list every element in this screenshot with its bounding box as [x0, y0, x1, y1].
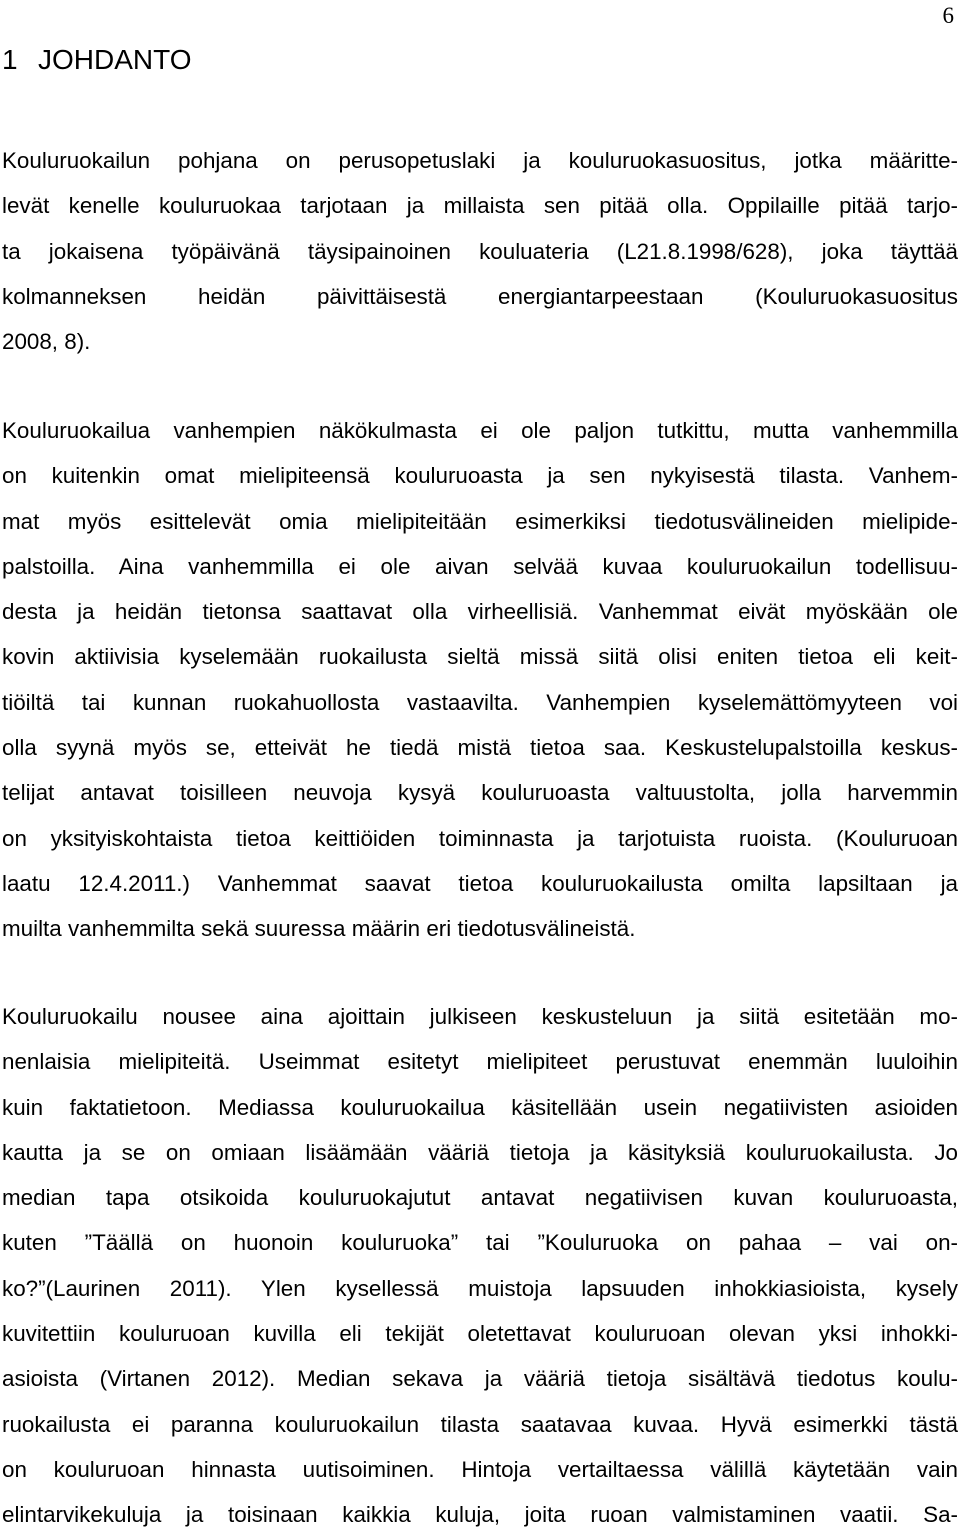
paragraph-2	[2, 408, 958, 952]
paragraph-1	[2, 138, 958, 364]
chapter-title: JOHDANTO	[38, 44, 192, 75]
text-line: Kouluruokailun pohjana on perusopetuslaki ja kouluruokasuositus, jotka määritte-	[2, 148, 958, 173]
text-line: on yksityiskohtaista tietoa keittiöiden toiminnasta ja tarjotuista ruoista. (Kouluruoan	[2, 825, 958, 851]
text-line: levät kenelle kouluruokaa tarjotaan ja millaista sen pitää olla. Oppilaille pitää tarjo-	[2, 193, 958, 219]
text-line: olla syynä myös se, etteivät he tiedä mistä tietoa saa. Keskustelupalstoilla keskus-	[2, 735, 958, 761]
text-line: kautta ja se on omiaan lisäämään vääriä tietoja ja käsityksiä kouluruokailusta. Jo	[2, 1139, 958, 1165]
text-line: 2008, 8).	[2, 329, 91, 355]
text-line: kolmanneksen heidän päivittäisestä energiantarpeestaan (Kouluruokasuositus	[2, 283, 958, 309]
text-line: Kouluruokailu nousee aina ajoittain julkiseen keskusteluun ja siitä esitetään mo-	[2, 1004, 958, 1029]
text-line: kuin faktatietoon. Mediassa kouluruokailua käsitellään usein negatiivisten asioiden	[2, 1094, 958, 1120]
text-line: on kouluruoan hinnasta uutisoiminen. Hintoja vertailtaessa välillä käytetään vain	[2, 1456, 958, 1482]
text-line: laatu 12.4.2011.) Vanhemmat saavat tietoa kouluruokailusta omilta lapsiltaan ja	[2, 870, 958, 896]
text-line: desta ja heidän tietonsa saattavat olla virheellisiä. Vanhemmat eivät myöskään ole	[2, 599, 958, 625]
text-line: median tapa otsikoida kouluruokajutut antavat negatiivisen kuvan kouluruoasta,	[2, 1185, 958, 1211]
text-line: kuvitettiin kouluruoan kuvilla eli tekijät oletettavat kouluruoan olevan yksi inhokki-	[2, 1321, 958, 1347]
chapter-number: 1	[2, 44, 18, 75]
page-number: 6	[942, 3, 954, 28]
text-line: muilta vanhemmilta sekä suuressa määrin eri tiedotusvälineistä.	[2, 916, 636, 942]
text-line: asioista (Virtanen 2012). Median sekava ja vääriä tietoja sisältävä tiedotus koulu-	[2, 1366, 958, 1392]
text-line: Kouluruokailua vanhempien näkökulmasta ei ole paljon tutkittu, mutta vanhemmilla	[2, 418, 958, 443]
text-line: elintarvikekuluja ja toisinaan kaikkia kuluja, joita ruoan valmistaminen vaatii. Sa-	[2, 1502, 958, 1528]
paragraph-3	[2, 994, 958, 1538]
text-line: telijat antavat toisilleen neuvoja kysyä kouluruoasta valtuustolta, jolla harvemmin	[2, 780, 958, 806]
text-line: mat myös esittelevät omia mielipiteitään esimerkiksi tiedotusvälineiden mielipide-	[2, 508, 958, 534]
text-line: tiöiltä tai kunnan ruokahuollosta vastaavilta. Vanhempien kyselemättömyyteen voi	[2, 689, 958, 715]
text-line: nenlaisia mielipiteitä. Useimmat esitetyt mielipiteet perustuvat enemmän luuloihin	[2, 1049, 958, 1075]
text-line: ruokailusta ei paranna kouluruokailun tilasta saatavaa kuvaa. Hyvä esimerkki tästä	[2, 1411, 958, 1437]
chapter-heading	[2, 38, 192, 82]
text-line: ta jokaisena työpäivänä täysipainoinen kouluateria (L21.8.1998/628), joka täyttää	[2, 238, 958, 264]
text-line: palstoilla. Aina vanhemmilla ei ole aivan selvää kuvaa kouluruokailun todellisuu-	[2, 553, 958, 579]
text-line: kuten ”Täällä on huonoin kouluruoka” tai ”Kouluruoka on pahaa – vai on-	[2, 1230, 958, 1256]
text-line: ko?”(Laurinen 2011). Ylen kysellessä muistoja lapsuuden inhokkiasioista, kysely	[2, 1275, 958, 1301]
text-line: kovin aktiivisia kyselemään ruokailusta sieltä missä siitä olisi eniten tietoa eli keit-	[2, 644, 958, 670]
text-line: on kuitenkin omat mielipiteensä kouluruoasta ja sen nykyisestä tilasta. Vanhem-	[2, 463, 958, 489]
